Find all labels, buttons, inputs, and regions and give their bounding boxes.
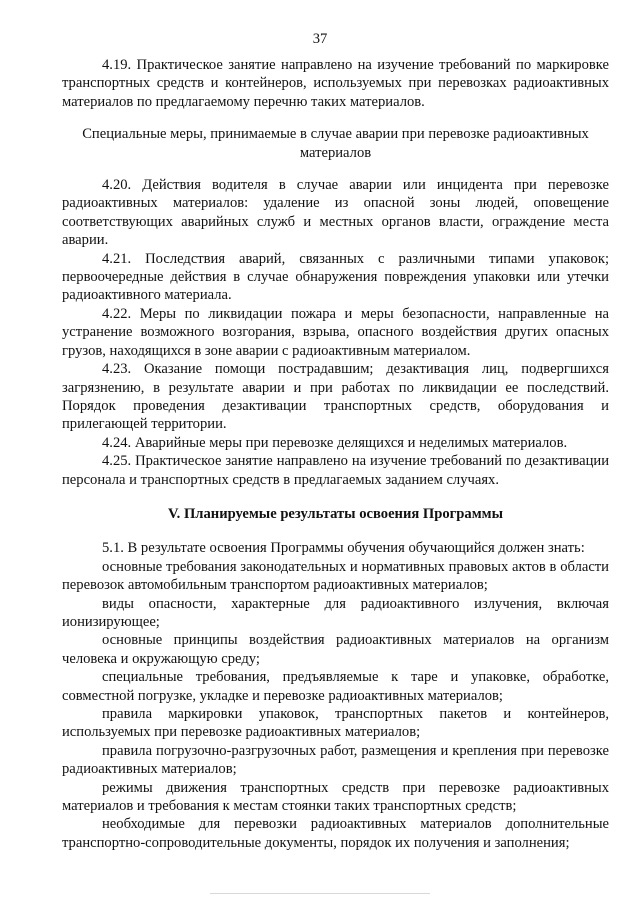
paragraph-4-25: 4.25. Практическое занятие направлено на изучение требований по дезактивации персонала и транспортных средств в предлагаемых заданием случаях.: [62, 453, 609, 488]
paragraph-4-24: 4.24. Аварийные меры при перевозке делящихся и неделимых материалов.: [102, 434, 568, 451]
paragraph-4-22: 4.22. Меры по ликвидации пожара и меры безопасности, направленные на устранение возможного возгорания, взрыва, опасного воздействия других опасных грузов, находящихся в зоне аварии с радиоактивным материалом.: [62, 305, 609, 359]
paragraph-4-20: 4.20. Действия водителя в случае аварии или инцидента при перевозке радиоактивных материалов: удаление из опасной зоны людей, оповещение соответствующих аварийных служб и местных органов власти, ограждение места аварии.: [62, 177, 609, 249]
paragraph-4-23: 4.23. Оказание помощи пострадавшим; дезактивация лиц, подвергшихся загрязнению, в результате аварии и при работах по ликвидации ее последствий. Порядок проведения дезактивации транспортных средств, оборудования и прилегающей территории.: [62, 361, 609, 433]
paragraph-5-1: 5.1. В результате освоения Программы обучения обучающийся должен знать:: [102, 540, 585, 557]
paragraph-4-19: 4.19. Практическое занятие направлено на изучение требований по маркировке транспортных средств и контейнеров, используемых при перевозках радиоактивных материалов по предлагаемому перечню таких материалов.: [62, 57, 609, 110]
list-item-legal-requirements: основные требования законодательных и нормативных правовых актов в области перевозок автомобильным транспортом радиоактивных материалов;: [62, 558, 609, 594]
subheading-emergency-measures: Специальные меры, принимаемые в случае аварии при перевозке радиоактивных материалов: [82, 126, 589, 161]
list-item-effect-principles: основные принципы воздействия радиоактивных материалов на организм человека и окружающую среду;: [62, 632, 609, 667]
list-item-loading-rules: правила погрузочно-разгрузочных работ, размещения и крепления при перевозке радиоактивных материалов;: [62, 742, 609, 778]
section-title-v: V. Планируемые результаты освоения Программы: [168, 505, 503, 522]
page-content: [62, 56, 609, 852]
paragraph-4-21: 4.21. Последствия аварий, связанных с различными типами упаковок; первоочередные действия в случае обнаружения повреждения упаковки или утечки радиоактивного материала.: [62, 250, 609, 304]
list-item-traffic-modes: режимы движения транспортных средств при перевозке радиоактивных материалов и требования к местам стоянки таких транспортных средств;: [62, 779, 609, 815]
list-item-hazard-types: виды опасности, характерные для радиоактивного излучения, включая ионизирующее;: [62, 595, 609, 630]
list-item-transport-documents: необходимые для перевозки радиоактивных материалов дополнительные транспортно-сопроводительные документы, порядок их получения и заполнения;: [62, 816, 609, 851]
page-number: 37: [312, 31, 328, 47]
list-item-packaging-requirements: специальные требования, предъявляемые к таре и упаковке, обработке, совместной погрузке, укладке и перевозке радиоактивных материалов;: [62, 669, 609, 704]
list-item-marking-rules: правила маркировки упаковок, транспортных пакетов и контейнеров, используемых при перевозке радиоактивных материалов;: [62, 706, 609, 741]
page-bottom-divider: [210, 893, 430, 894]
